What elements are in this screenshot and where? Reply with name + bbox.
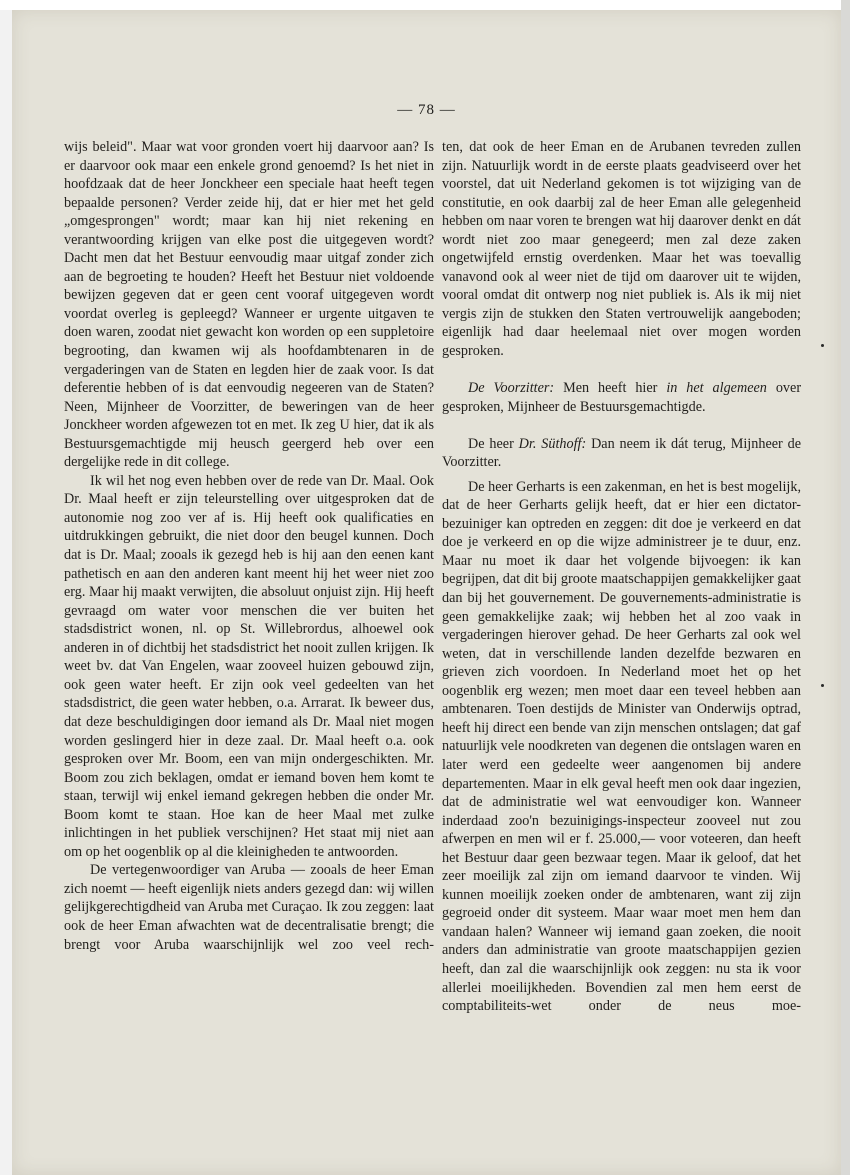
speaker-name: De Voorzitter: [468, 380, 555, 397]
paragraph-chairman: De Voorzitter: Men heeft hier in het algemeen over gesproken, Mijnheer de Bestuursgemachtigde. [442, 380, 802, 415]
right-column [442, 138, 801, 1016]
paragraph: Ik wil het nog even hebben over de rede van Dr. Maal. Ook Dr. Maal heeft er zijn teleurstelling over uitgesproken dat de autonomie nog zoo ver af is. Hij heeft ook qualificaties en uitdrukkingen gebruikt, die niet door den beugel kunnen. Doch dat is Dr. Maal; zooals ik gezegd heb is hij aan den eenen kant pathetisch en aan den anderen kant meent hij het weer niet zoo erg. Maar hij maakt verwijten, die absoluut onjuist zijn. Hij heeft gevraagd om water voor menschen die ver buiten het stadsdistrict wonen, nl. op St. Willebrordus, alhoewel ook anderen in of dichtbij het stadsdistrict het nooit zullen krijgen. Ik weet bv. dat Van Engelen, waar zooveel huizen gebouwd zijn, ook geen water heeft. Er zijn ook veel gedeelten van het stadsdistrict, die geen water hebben, o.a. Arrarat. Ik beweer dus, dat deze beschuldigingen door iemand als Dr. Maal niet mogen worden geslingerd hier in deze zaal. Dr. Maal heeft o.a. ook gesproken over Mr. Boom, een van mijn ondergeschikten. Mr. Boom zou zich beklagen, omdat er iemand boven hem komt te staan, terwijl wij enkel iemand gekregen hebben die onder Mr. Boom komt te staan. Hoe kan de heer Maal met zulke inlichtingen in het publiek verschijnen? Het staat mij niet aan om op het oogenblik op al die kleinigheden te antwoorden. [64, 472, 434, 860]
page-number: — 78 — [397, 102, 456, 118]
left-column [64, 138, 434, 954]
scan-border-right [841, 0, 850, 1175]
paragraph-suthoff: De heer Dr. Süthoff: Dan neem ik dát terug, Mijnheer de Voorzitter. [442, 435, 802, 471]
emphasis: in het algemeen [666, 380, 767, 397]
scan-speck [821, 684, 824, 687]
paragraph: ten, dat ook de heer Eman en de Arubanen tevreden zullen zijn. Natuurlijk wordt in de eerste plaats geadviseerd over het voorstel, dat uit Nederland gekomen is tot wijziging van de constitutie, en ook daarbij zal de heer Eman alle gelegenheid hebben om naar voren te brengen wat hij daarover denkt en dát wordt niet zoo maar genegeerd; men zal deze zaken ongetwijfeld ernstig overdenken. Maar het was toevallig vanavond ook al weer niet de tijd om daarover uit te wijden, vooral omdat dit ontwerp nog niet publiek is. Als ik mij niet vergis zijn de stukken den Staten vertrouwelijk aangeboden; eigenlijk had daar heelemaal niet over mogen worden gesproken. [442, 139, 801, 360]
paragraph: De heer Gerharts is een zakenman, en het is best mogelijk, dat de heer Gerharts gelijk heeft, dat er hier een dictator-bezuiniger kan optreden en zeggen: dit doe je verkeerd en dat doe je verkeerd en op die wijze administreer je te duur, enz. Maar nu moet ik daar het volgende bijvoegen: ik kan begrijpen, dat dit bij groote maatschappijen gemakkelijker gaat dan bij het gouvernement. De gouvernements-administratie is geen gemakkelijke zaak; wij hebben het al zoo vaak in vergaderingen hierover gehad. De heer Gerharts zal ook wel weten, dat in verschillende landen dezelfde bezwaren en grieven zich voordoen. In Nederland moet het op het oogenblik erg wezen; men moet daar een teveel hebben aan ambtenaren. Toen destijds de Minister van Onderwijs optrad, heeft hij direct een bende van zijn menschen ontslagen; dat gaf natuurlijk vele noodkreten van degenen die ontslagen waren en later werd een gedeelte weer aangenomen bij andere departementen. Maar in elk geval heeft men ook daar ingezien, dat de administratie wel wat eenvoudiger kon. Wanneer inderdaad zoo'n bezuinigings-inspecteur zooveel nut zou afwerpen en men wil er f. 25.000,— voor voteeren, dan heeft het Bestuur daar geen bezwaar tegen. Maar ik geloof, dat het zeer moeilijk zal zijn om iemand daarvoor te vinden. Wij kunnen moeilijk zoeken onder de ambtenaren, want zij zijn gegroeid onder dit systeem. Maar waar moet men hem dan vandaan halen? Wanneer wij iemand gaan zoeken, die nooit anders dan administratie van groote maatschappijen gezien heeft, dan zal die waarschijnlijk ook zeggen: nu sta ik voor allerlei moeilijkheden. Bovendien zal men hem eerst de comptabiliteits-wet onder de neus moe- [442, 478, 801, 1015]
scan-speck [821, 344, 824, 347]
paragraph: De vertegenwoordiger van Aruba — zooals de heer Eman zich noemt — heeft eigenlijk niets anders gezegd dan: wij willen gelijkgerechtigdheid van Aruba met Curaçao. Ik zou zeggen: laat ook de heer Eman afwachten wat de decentralisatie brengt; die brengt voor Aruba waarschijnlijk wel zoo veel rech- [64, 862, 434, 953]
document-page [12, 10, 841, 1175]
paragraph: wijs beleid". Maar wat voor gronden voert hij daarvoor aan? Is er daarvoor ook maar een enkele grond genoemd? Is het niet in hoofdzaak dat de heer Jonckheer een speciale haat heeft tegen bepaalde personen? Verder zeide hij, dat er hier met het geld „omgesprongen" wordt; maar kan hij niet rekening en verantwoording krijgen van elke post die uitgegeven wordt? Dacht men dat het Bestuur eenvoudig maar uitgaf zonder zich aan de begroeting te houden? Heeft het Bestuur niet voldoende bewijzen gegeven dat er geen cent vooraf uitgegeven wordt voordat overleg is gepleegd? Wanneer er urgente uitgaven te doen waren, zoodat niet gewacht kon worden op een suppletoire begrooting, dan kwamen wij als hoofdambtenaren in de vergaderingen van de Staten en legden hier de zaak voor. Is dat deferentie hebben of is dat eenvoudig negeeren van de Staten? Neen, Mijnheer de Voorzitter, de beweringen van de heer Jonckheer worden afgewezen tot en met. Ik zeg U hier, dat ik als Bestuursgemachtigde mij heusch geergerd heb over een dergelijke rede in dit college. [64, 139, 434, 471]
speaker-name: Dr. Süthoff: [518, 435, 587, 452]
scan-border-top [0, 0, 850, 10]
